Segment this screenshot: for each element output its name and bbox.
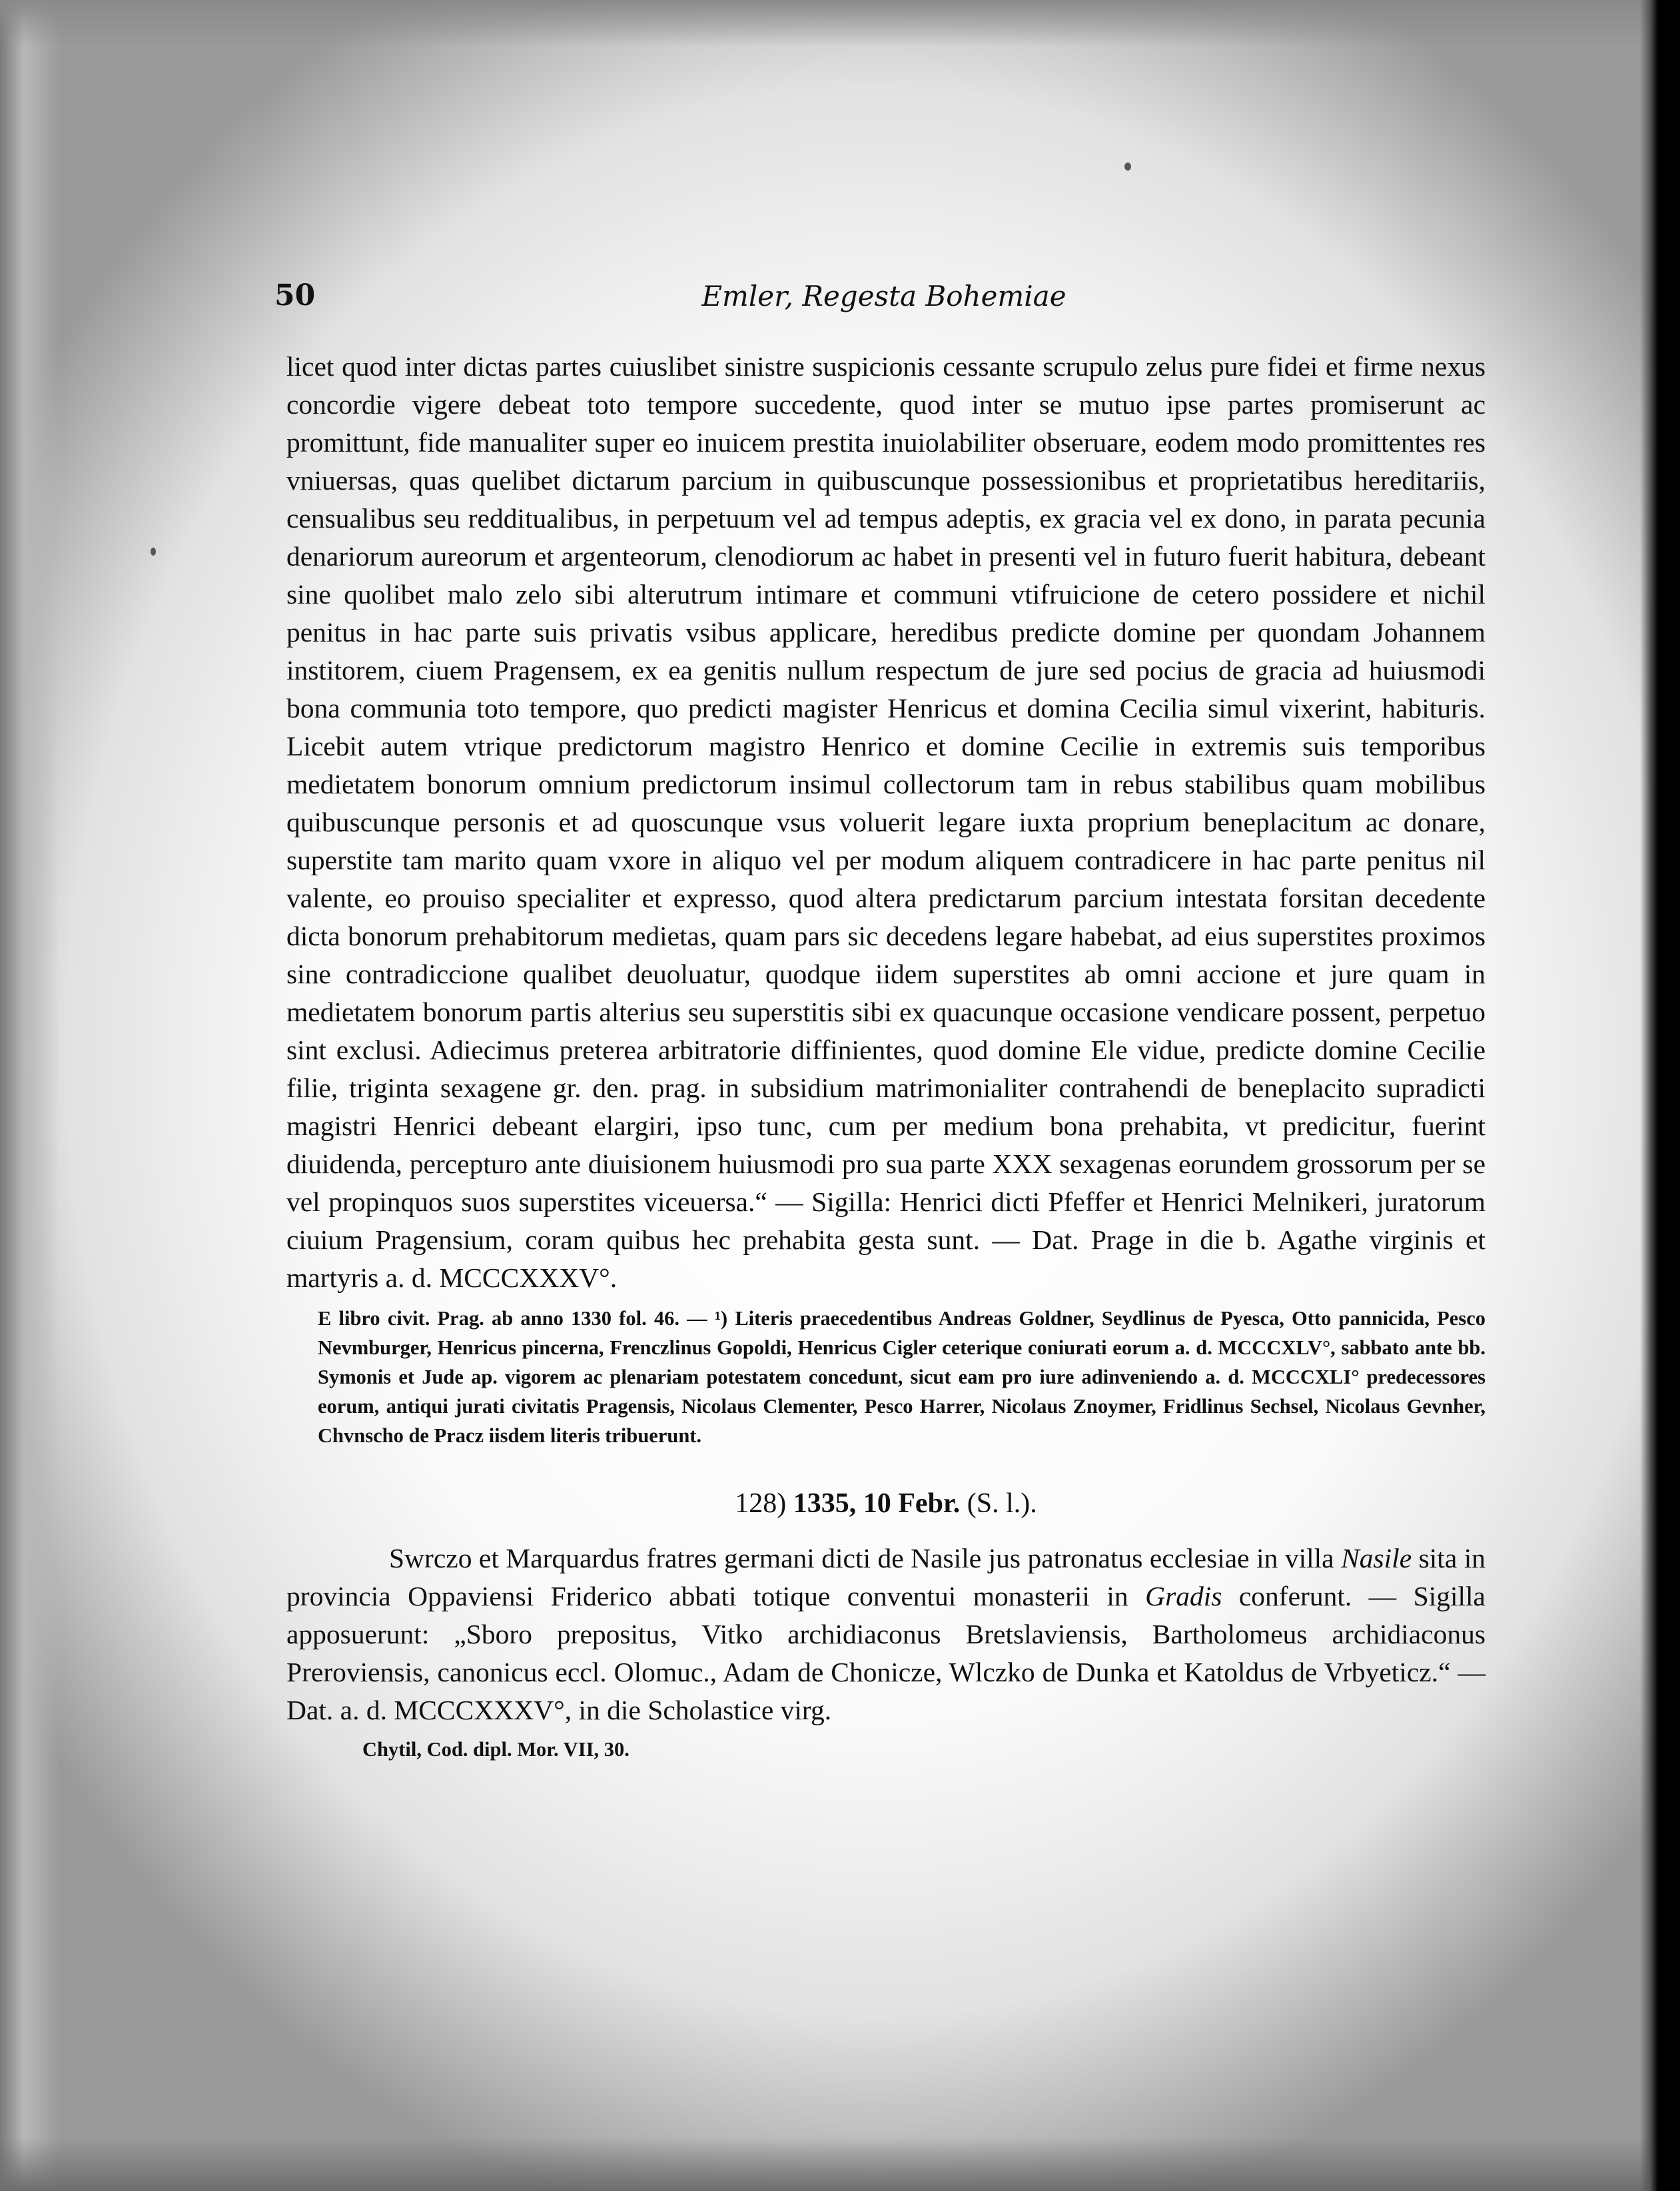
entry-text-part3: conferunt. — Sigilla apposuerunt: „Sboro prepositus, Vitko archidiaconus Bretslaviensis, Bartholomeus archidiaconus Preroviensis, canonicus eccl. Olomuc., Adam de Chonicze, Wlczko de Dunka et Katoldus de Vrbyeticz.“ — Dat. a. d. MCCCXXXV°, in die Scholastice virg. — [286, 1581, 1485, 1725]
entry-heading — [286, 1486, 1485, 1521]
continuation-text: licet quod inter dictas partes cuiuslibet sinistre suspicionis cessante scrupulo zelus pure fidei et firme nexus concordie vigere debeat toto tempore succedente, quod inter se mutuo ipse partes promiserunt ac promittunt, fide manualiter super eo inuicem prestita inuiolabiliter obseruare, eodem modo promittentes res vniuersas, quas quelibet dictarum parcium in quibuscunque possessionibus et proprietatibus hereditariis, censualibus seu redditualibus, in perpetuum vel ad tempus adeptis, ex gracia vel ex dono, in parata pecunia denariorum aureorum et argenteorum, clenodiorum ac habet in presenti vel in futuro fuerit habitura, debeant sine quolibet malo zelo sibi alterutrum intimare et communi vtifruicione de cetero possidere et nichil penitus in hac parte suis privatis vsibus applicare, heredibus predicte domine per quondam Johannem institorem, ciuem Pragensem, ex ea genitis nullum respectum de jure sed pocius de gracia ad huiusmodi bona communia toto tempore, quo predicti magister Henricus et domina Cecilia simul vixerint, habituris. Licebit autem vtrique predictorum magistro Henrico et domine Cecilie in extremis suis temporibus medietatem bonorum omnium predictorum insimul collectorum tam in rebus stabilibus quam mobilibus quibuscunque personis et ad quoscunque vsus voluerit legare iuxta proprium beneplacitum ac donare, superstite tam marito quam vxore in aliquo vel per modum aliquem contradicere in hac parte penitus nil valente, eo prouiso specialiter et expresso, quod altera predictarum parcium intestata forsitan decedente dicta bonorum prehabitorum medietas, quam pars sic decedens legare habebat, ad eius superstites proximos sine contradiccione qualibet deuoluatur, quodque iidem superstites ab omni accione et jure quam in medietatem bonorum partis alterius seu superstitis sibi ex quacunque occasione vendicare possent, perpetuo sint exclusi. Adiecimus preterea arbitratorie diffinientes, quod domine Ele vidue, predicte domine Cecilie filie, triginta sexagene gr. den. prag. in subsidium matrimonialiter contrahendi de beneplacito supradicti magistri Henrici debeant elargiri, ipso tunc, cum per medium bona prehabita, vt predicitur, fuerint diuidenda, percepturo ante diuisionem huiusmodi pro sua parte XXX sexagenas eorundem grossorum per se vel propinquos suos superstites viceuersa.“ — Sigilla: Henrici dicti Pfeffer et Henrici Melnikeri, juratorum ciuium Pragensium, coram quibus hec prehabita gesta sunt. — Dat. Prage in die b. Agathe virginis et martyris a. d. MCCCXXXV°. — [286, 351, 1485, 1293]
entry-number: 128) — [735, 1488, 787, 1519]
entry-place: Nasile — [1341, 1543, 1412, 1573]
running-title: Emler, Regesta Bohemiae — [701, 280, 1066, 312]
scan-shadow-bottom — [0, 2138, 1680, 2191]
page-body — [286, 348, 1485, 1764]
scan-speck — [151, 548, 156, 556]
scan-speck — [1124, 163, 1131, 171]
entry-text-part1: Swrczo et Marquardus fratres germani dicti de Nasile jus patronatus ecclesiae in villa — [389, 1543, 1342, 1573]
entry-date: 1335, 10 Febr. — [793, 1488, 961, 1519]
scan-shadow-left — [0, 0, 60, 2191]
scan-shadow-top — [0, 0, 1680, 47]
source-note: E libro civit. Prag. ab anno 1330 fol. 46. — ¹) Literis praecedentibus Andreas Goldner, Seydlinus de Pyesca, Otto pannicida, Pesco Nevmburger, Henricus pincerna, Frenczlinus Gopoldi, Henricus Cigler ceterique coniurati eorum a. d. MCCCXLV°, sabbato ante bb. Symonis et Jude ap. vigorem ac plenariam potestatem concedunt, sicut eam pro iure adinveniendo a. d. MCCCXLI° predecessores eorum, antiqui jurati civitatis Pragensis, Nicolaus Clementer, Pesco Harrer, Nicolaus Znoymer, Fridlinus Sechsel, Nicolaus Gevnher, Chvnscho de Pracz iisdem literis tribuerunt. — [318, 1307, 1485, 1447]
entry-text — [286, 1539, 1485, 1729]
entry-text-part2: sita in provincia Oppaviensi Friderico abbati totique conventui monasterii in — [286, 1543, 1485, 1611]
entry-monastery: Gradis — [1145, 1581, 1222, 1611]
entry-location: (S. l.). — [967, 1488, 1037, 1519]
page-number: 50 — [274, 278, 316, 312]
page-header — [274, 278, 1493, 318]
scan-border-right — [1640, 0, 1680, 2191]
entry-source: Chytil, Cod. dipl. Mor. VII, 30. — [362, 1738, 630, 1761]
